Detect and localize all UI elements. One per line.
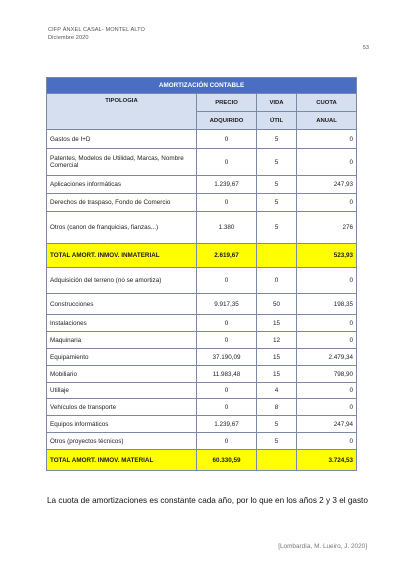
total-cuota: 523,93 (297, 244, 357, 268)
row-precio: 0 (197, 194, 257, 212)
row-vida: 5 (257, 194, 297, 212)
row-label: Otros (canon de franquicias, fianzas...) (47, 212, 197, 244)
amortization-table (46, 77, 357, 471)
table-row (47, 149, 357, 176)
total-label: TOTAL AMORT. INMOV. MATERIAL (47, 450, 197, 471)
table-row (47, 332, 357, 349)
row-cuota: 0 (297, 130, 357, 149)
date-header: Diciembre 2020 (48, 35, 89, 41)
row-label: Otros (proyectos técnicos) (47, 433, 197, 450)
row-vida: 50 (257, 294, 297, 315)
row-vida: 5 (257, 433, 297, 450)
column-header-precio: PRECIO (197, 94, 257, 112)
row-vida: 4 (257, 383, 297, 399)
row-cuota: 247,94 (297, 416, 357, 433)
table-row (47, 383, 357, 399)
total-vida (257, 450, 297, 471)
row-vida: 5 (257, 212, 297, 244)
table-row (47, 268, 357, 294)
row-precio: 0 (197, 383, 257, 399)
column-header-tipologia: TIPOLOGIA (47, 94, 197, 130)
row-precio: 0 (197, 315, 257, 332)
table-row (47, 176, 357, 194)
row-label: Aplicaciones informáticas (47, 176, 197, 194)
row-vida: 15 (257, 366, 297, 383)
row-label: Maquinaria (47, 332, 197, 349)
table-row (47, 294, 357, 315)
row-vida: 15 (257, 315, 297, 332)
row-label: Patentes, Modelos de Utilidad, Marcas, Nombre Comercial (47, 149, 197, 176)
row-precio: 9.917,35 (197, 294, 257, 315)
table-row (47, 315, 357, 332)
row-precio: 0 (197, 399, 257, 416)
table-row (47, 349, 357, 366)
table-row (47, 212, 357, 244)
row-label: Adquisición del terreno (no se amortiza) (47, 268, 197, 294)
row-label: Utillaje (47, 383, 197, 399)
row-vida: 0 (257, 268, 297, 294)
row-precio: 1.239,67 (197, 416, 257, 433)
row-label: Gastos de I+D (47, 130, 197, 149)
body-text: La cuota de amortizaciones es constante cada año, por lo que en los años 2 y 3 el gasto (47, 496, 368, 505)
total-precio: 60.330,59 (197, 450, 257, 471)
row-label: Derechos de traspaso, Fondo de Comercio (47, 194, 197, 212)
row-cuota: 0 (297, 383, 357, 399)
row-cuota: 276 (297, 212, 357, 244)
row-vida: 5 (257, 149, 297, 176)
row-precio: 0 (197, 149, 257, 176)
row-cuota: 0 (297, 433, 357, 450)
row-cuota: 198,35 (297, 294, 357, 315)
row-label: Construcciones (47, 294, 197, 315)
row-vida: 5 (257, 176, 297, 194)
row-cuota: 2.479,34 (297, 349, 357, 366)
page-number: 53 (362, 45, 369, 51)
total-cuota: 3.724,53 (297, 450, 357, 471)
column-header-cuota-sub: ANUAL (297, 112, 357, 130)
table-row (47, 194, 357, 212)
table-row (47, 366, 357, 383)
row-precio: 0 (197, 332, 257, 349)
row-precio: 1.239,67 (197, 176, 257, 194)
row-label: Instalaciones (47, 315, 197, 332)
row-label: Mobiliario (47, 366, 197, 383)
column-header-vida-sub: ÚTIL (257, 112, 297, 130)
row-cuota: 0 (297, 194, 357, 212)
total-row-material (47, 450, 357, 471)
column-header-vida: VIDA (257, 94, 297, 112)
total-precio: 2.619,67 (197, 244, 257, 268)
row-cuota: 798,90 (297, 366, 357, 383)
row-cuota: 0 (297, 399, 357, 416)
row-precio: 37.190,09 (197, 349, 257, 366)
citation: [Lombardía, M. Lueiro, J. 2020] (278, 543, 367, 550)
row-vida: 5 (257, 416, 297, 433)
table-row (47, 130, 357, 149)
row-cuota: 0 (297, 332, 357, 349)
row-cuota: 0 (297, 149, 357, 176)
column-header-cuota: CUOTA (297, 94, 357, 112)
row-label: Equipamiento (47, 349, 197, 366)
table-row (47, 416, 357, 433)
row-vida: 12 (257, 332, 297, 349)
row-precio: 1.380 (197, 212, 257, 244)
column-header-precio-sub: ADQUIRIDO (197, 112, 257, 130)
row-vida: 15 (257, 349, 297, 366)
row-label: Vehículos de transporte (47, 399, 197, 416)
total-label: TOTAL AMORT. INMOV. INMATERIAL (47, 244, 197, 268)
row-cuota: 0 (297, 268, 357, 294)
table-row (47, 433, 357, 450)
total-row-inmaterial (47, 244, 357, 268)
row-precio: 0 (197, 268, 257, 294)
org-header: CIFP ÁNXEL CASAL- MONTEL ALTO (48, 27, 145, 33)
table-row (47, 399, 357, 416)
row-precio: 0 (197, 130, 257, 149)
row-label: Equipos informáticos (47, 416, 197, 433)
table-title: AMORTIZACIÓN CONTABLE (47, 78, 357, 94)
row-precio: 0 (197, 433, 257, 450)
row-vida: 8 (257, 399, 297, 416)
row-cuota: 0 (297, 315, 357, 332)
total-vida (257, 244, 297, 268)
row-precio: 11.983,48 (197, 366, 257, 383)
row-cuota: 247,93 (297, 176, 357, 194)
row-vida: 5 (257, 130, 297, 149)
